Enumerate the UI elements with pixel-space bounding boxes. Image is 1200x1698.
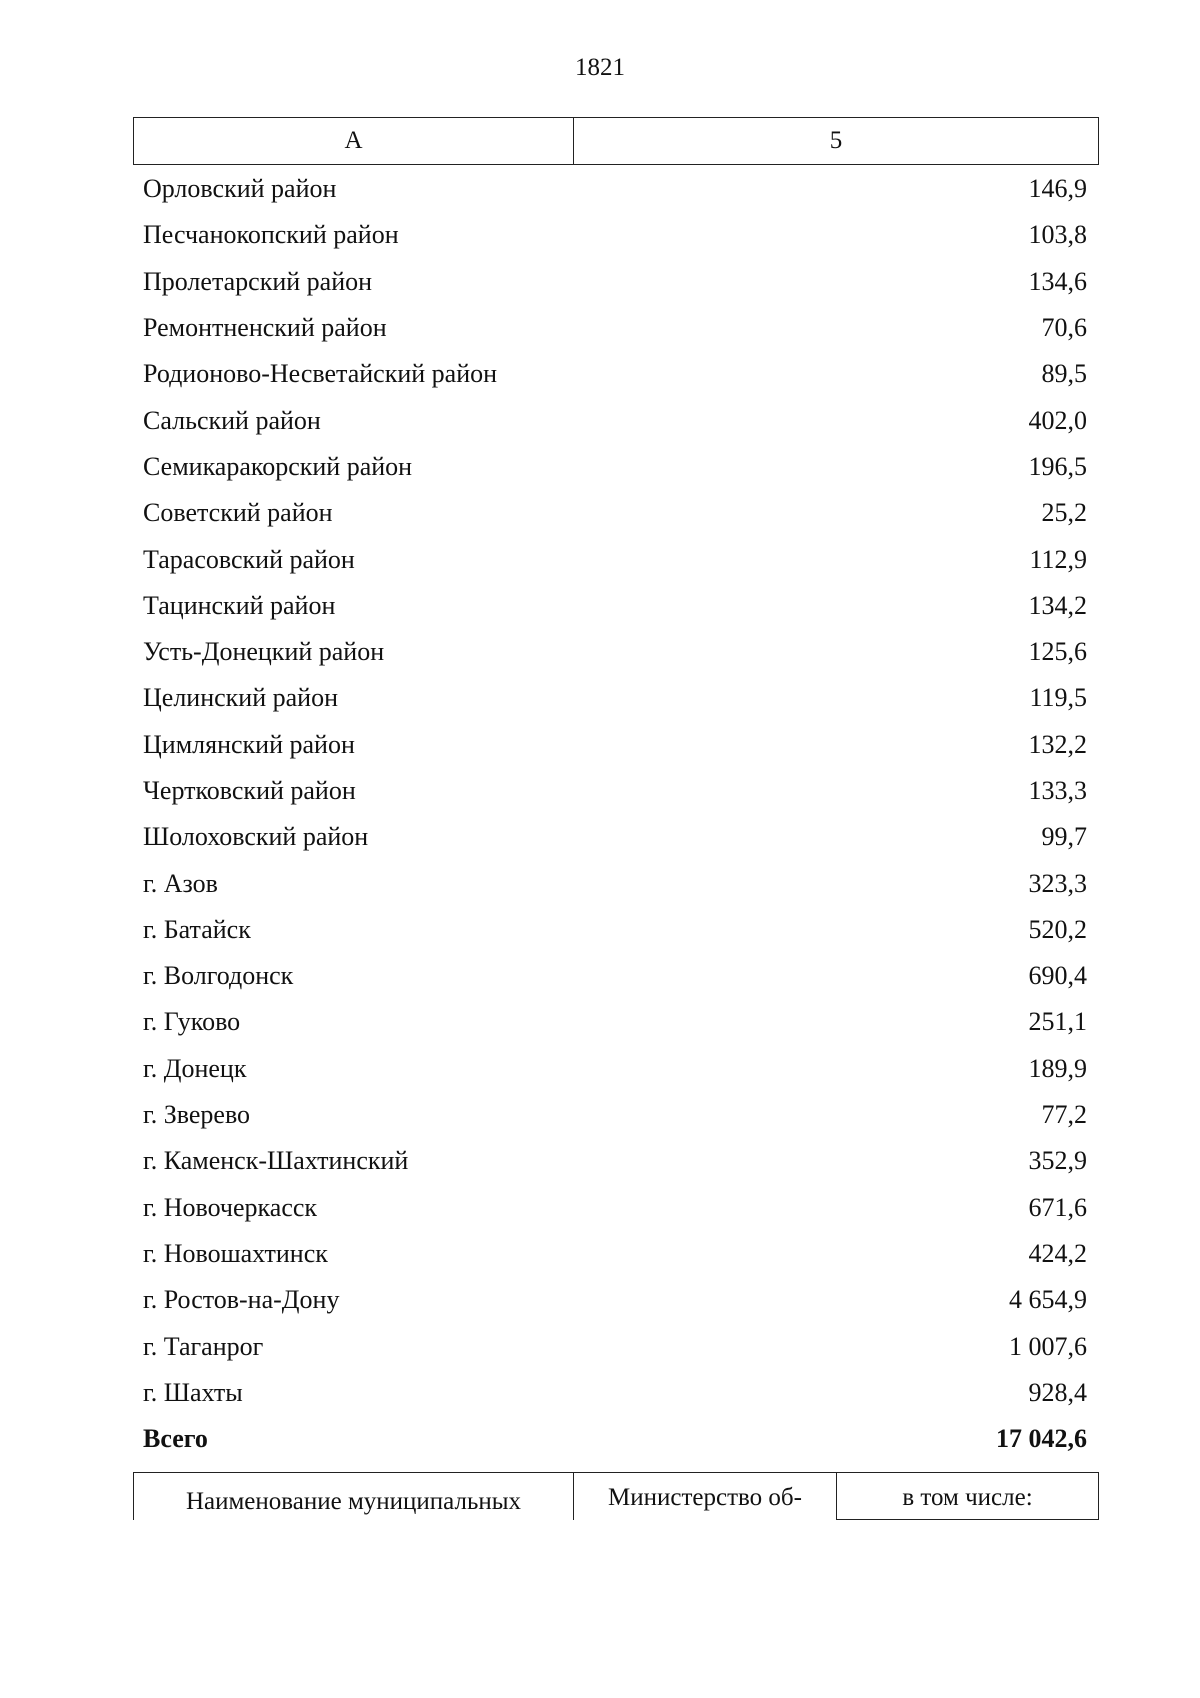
row-value: 99,7 [1041,822,1087,852]
total-label: Всего [143,1424,208,1454]
row-value: 112,9 [1029,544,1087,574]
table-row [133,212,1099,258]
table-row [133,1046,1099,1092]
table-row [133,536,1099,582]
row-name: г. Волгодонск [143,961,294,991]
total-row [133,1416,1099,1462]
table-row [133,1370,1099,1416]
table-row [133,351,1099,397]
table-row [133,768,1099,814]
row-name: г. Азов [143,868,218,898]
row-name: Тацинский район [143,590,336,620]
row-value: 25,2 [1041,498,1087,528]
row-value: 4 654,9 [1009,1285,1087,1315]
table-row [133,1323,1099,1369]
header-column-a: А [134,118,574,164]
table-row [133,999,1099,1045]
row-value: 323,3 [1028,868,1087,898]
row-name: Усть-Донецкий район [143,637,385,667]
table-row [133,907,1099,953]
table-row [133,490,1099,536]
row-name: Шолоховский район [143,822,369,852]
row-value: 189,9 [1028,1053,1087,1083]
table-row [133,1092,1099,1138]
row-value: 133,3 [1028,776,1087,805]
next-table-header [133,1472,1099,1520]
row-name: Орловский район [143,174,337,204]
table-row [133,1231,1099,1277]
row-value: 520,2 [1028,914,1087,944]
row-value: 103,8 [1028,220,1087,250]
table-row [133,722,1099,768]
next-header-including: в том числе: [837,1473,1098,1520]
row-name: г. Зверево [143,1100,251,1130]
row-name: Пролетарский район [143,266,373,296]
row-value: 1 007,6 [1009,1331,1087,1361]
row-value: 70,6 [1041,313,1087,343]
table-row [133,166,1099,212]
row-name: г. Таганрог [143,1331,264,1361]
table-row [133,860,1099,906]
row-name: Сальский район [143,405,321,435]
row-name: Целинский район [143,683,338,713]
row-name: Чертковский район [143,776,356,805]
row-value: 352,9 [1028,1146,1087,1176]
row-value: 125,6 [1028,637,1087,667]
row-value: 89,5 [1041,359,1087,389]
table-row [133,397,1099,443]
row-value: 196,5 [1028,451,1087,481]
row-name: Советский район [143,498,333,528]
row-value: 671,6 [1028,1192,1087,1222]
row-value: 251,1 [1028,1007,1087,1037]
table-row [133,259,1099,305]
row-value: 402,0 [1028,405,1087,435]
row-value: 690,4 [1028,961,1087,991]
row-name: г. Донецк [143,1053,247,1083]
row-name: Песчанокопский район [143,220,399,250]
row-name: г. Новошахтинск [143,1238,328,1268]
table-body [133,166,1099,1462]
next-header-ministry: Министерство об- [574,1473,837,1520]
row-name: Ремонтненский район [143,313,387,343]
row-name: г. Новочеркасск [143,1192,318,1222]
row-value: 134,2 [1028,590,1087,620]
table-row [133,1185,1099,1231]
row-value: 928,4 [1028,1377,1087,1407]
table-row [133,629,1099,675]
table-row [133,305,1099,351]
row-name: г. Гуково [143,1007,241,1037]
table-row [133,444,1099,490]
row-name: Тарасовский район [143,544,355,574]
table-row [133,675,1099,721]
table-row [133,583,1099,629]
row-name: Цимлянский район [143,729,355,759]
row-name: Родионово-Несветайский район [143,359,498,389]
table-row [133,953,1099,999]
row-value: 134,6 [1028,266,1087,296]
row-name: г. Шахты [143,1377,243,1407]
table-row [133,1277,1099,1323]
table-row [133,1138,1099,1184]
page-number: 1821 [575,54,625,81]
row-value: 77,2 [1041,1100,1087,1130]
row-name: г. Ростов-на-Дону [143,1285,340,1315]
row-name: Семикаракорский район [143,451,413,481]
row-name: г. Батайск [143,914,251,944]
row-value: 146,9 [1028,174,1087,204]
table-row [133,814,1099,860]
row-value: 132,2 [1028,729,1087,759]
total-value: 17 042,6 [996,1424,1087,1454]
row-value: 119,5 [1029,683,1087,713]
next-header-municipal-names: Наименование муниципальных [134,1473,574,1520]
header-column-5: 5 [829,127,843,154]
row-value: 424,2 [1028,1238,1087,1268]
table-header [133,117,1099,165]
row-name: г. Каменск-Шахтинский [143,1146,409,1176]
